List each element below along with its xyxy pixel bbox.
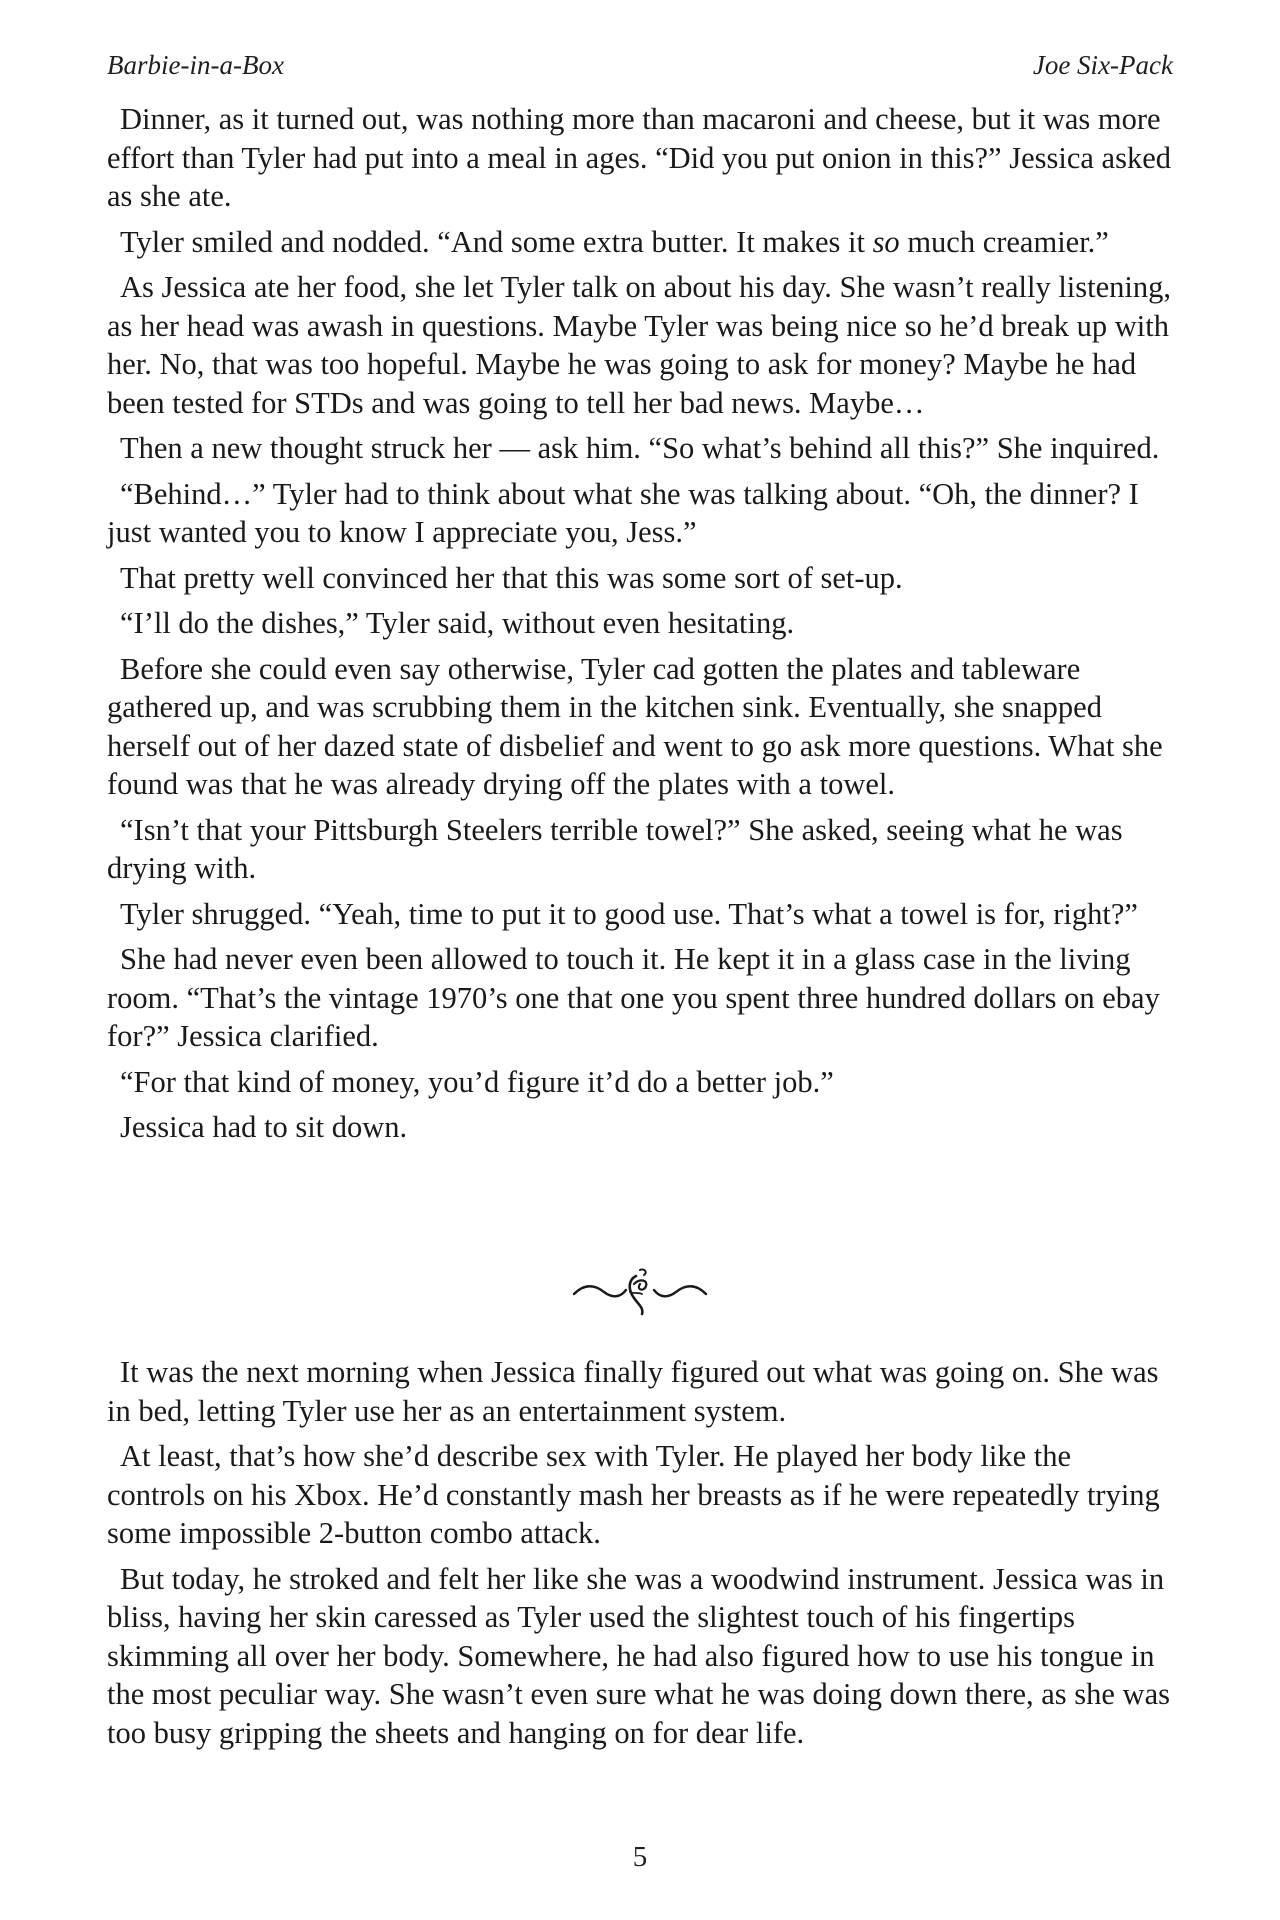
page-number: 5 — [632, 1841, 648, 1873]
emphasis-text: so — [872, 224, 900, 259]
paragraph: But today, he stroked and felt her like she was a woodwind instrument. Jessica was in bliss, having her skin caressed as Tyler used the slightest touch of his fingertips skimming all over her body. Somewhere, he had also figured how to use his tongue in the most peculiar way. She wasn’t even sure what he was doing down there, as she was too busy gripping the sheets and hanging on for dear life. — [107, 1561, 1170, 1750]
paragraph: Jessica had to sit down. — [120, 1110, 408, 1144]
paragraph: At least, that’s how she’d describe sex with Tyler. He played her body like the controls on his Xbox. He’d constantly mash her breasts as if he were repeatedly trying some impossible 2-button combo attack. — [107, 1439, 1160, 1550]
author-name: Joe Six-Pack — [1032, 50, 1173, 80]
section-break-flourish-icon — [570, 1264, 710, 1316]
paragraph: As Jessica ate her food, she let Tyler talk on about his day. She wasn’t really listening, as her head was awash in questions. Maybe Tyler was being nice so he’d break up with her. No, that was too hopeful. Maybe he was going to ask for money? Maybe he had been tested for STDs and was going to tell her bad news. Maybe… — [107, 270, 1172, 420]
paragraph: “Isn’t that your Pittsburgh Steelers terrible towel?” She asked, seeing what he was drying with. — [107, 812, 1123, 885]
paragraph: It was the next morning when Jessica finally figured out what was going on. She was in bed, letting Tyler use her as an entertainment system. — [107, 1355, 1159, 1428]
paragraph: Before she could even say otherwise, Tyler cad gotten the plates and tableware gathered up, and was scrubbing them in the kitchen sink. Eventually, she snapped herself out of her dazed state of disbelief and went to go ask more questions. What she found was that he was already drying off the plates with a towel. — [107, 651, 1163, 801]
paragraph: “For that kind of money, you’d figure it’d do a better job.” — [120, 1064, 834, 1099]
paragraph-text: much creamier.” — [899, 224, 1109, 259]
section-break — [0, 1264, 1280, 1316]
running-head — [107, 48, 1173, 82]
section-one — [107, 100, 1173, 1154]
paragraph: She had never even been allowed to touch it. He kept it in a glass case in the living room. “That’s the vintage 1970’s one that one you spent three hundred dollars on ebay for?” Jessica clarified. — [107, 942, 1160, 1053]
paragraph — [107, 223, 1173, 262]
paragraph: Dinner, as it turned out, was nothing more than macaroni and cheese, but it was more effort than Tyler had put into a meal in ages. “Did you put onion in this?” Jessica asked as she ate. — [107, 102, 1171, 213]
paragraph: That pretty well convinced her that this was some sort of set-up. — [120, 560, 903, 595]
paragraph: Then a new thought struck her — ask him. “So what’s behind all this?” She inquired. — [120, 431, 1160, 465]
section-two — [107, 1353, 1173, 1759]
paragraph-text: Tyler smiled and nodded. “And some extra butter. It makes it — [120, 224, 873, 259]
paragraph: “I’ll do the dishes,” Tyler said, without even hesitating. — [120, 606, 795, 640]
book-title: Barbie-in-a-Box — [107, 50, 284, 80]
paragraph: “Behind…” Tyler had to think about what she was talking about. “Oh, the dinner? I just wanted you to know I appreciate you, Jess.” — [107, 476, 1139, 549]
paragraph: Tyler shrugged. “Yeah, time to put it to good use. That’s what a towel is for, right?” — [120, 896, 1138, 931]
